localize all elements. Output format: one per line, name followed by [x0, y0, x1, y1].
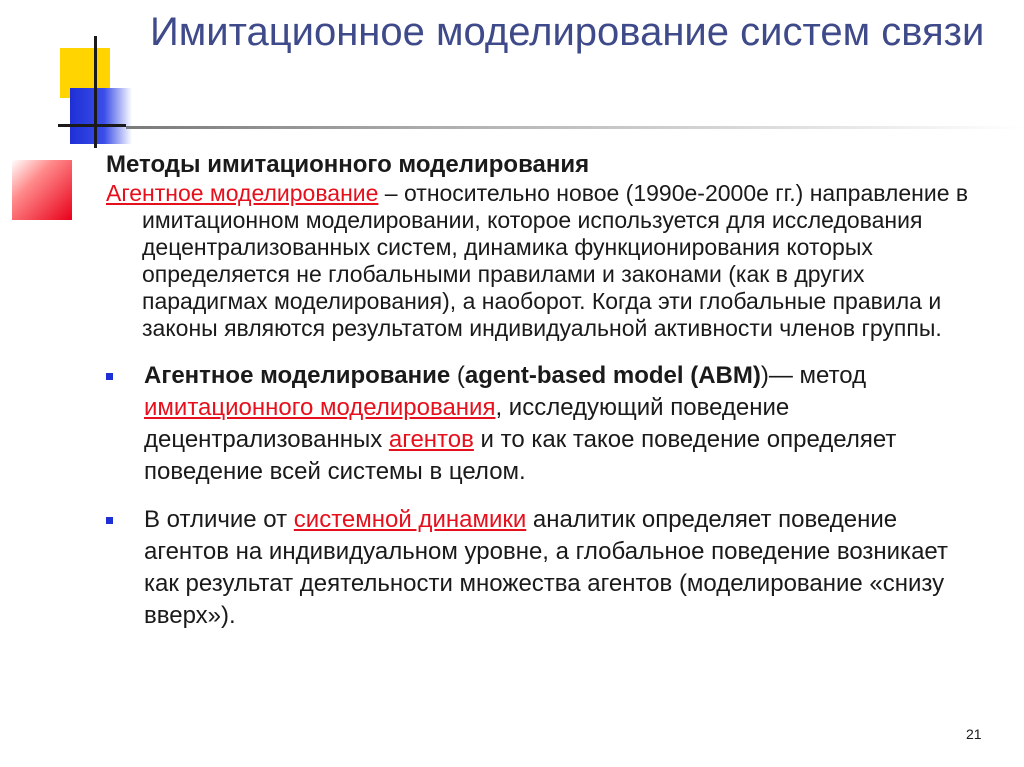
- simulation-modeling-link[interactable]: имитационного моделирования: [144, 394, 496, 421]
- bullet2-text-a: В отличие от: [144, 506, 294, 533]
- list-item: [100, 360, 980, 488]
- bullet1-text-a: (: [450, 362, 465, 389]
- bullet-icon: [106, 517, 113, 524]
- bullet-icon: [106, 373, 113, 380]
- slide-content: [100, 150, 980, 632]
- bullet1-text-c: , исследующий поведение децентрализованных: [144, 394, 790, 453]
- intro-paragraph: [106, 180, 980, 342]
- agent-modeling-link[interactable]: Агентное моделирование: [106, 180, 379, 206]
- bullet1-text-b: )— метод: [760, 362, 867, 389]
- agents-link[interactable]: агентов: [388, 426, 474, 453]
- bullet1-term: Агентное моделирование: [144, 362, 451, 389]
- blue-square-decoration: [70, 88, 132, 144]
- list-item: [100, 504, 980, 632]
- intro-text: – относительно новое (1990е-2000е гг.) направление в имитационном моделировании, которое используется для исследования децентрализованных систем, динамика функционирования которых определяется не глобальными правилами и законами (как в других парадигмах моделирования), а наоборот. Когда эти глобальные правила и законы являются результатом индивидуальной активности членов группы.: [142, 180, 969, 341]
- vertical-line-decoration: [94, 36, 97, 148]
- title-underline: [126, 126, 1024, 129]
- page-number: 21: [966, 726, 982, 742]
- section-heading: Методы имитационного моделирования: [106, 151, 590, 178]
- bullet2-text-b: аналитик определяет поведение агентов на индивидуальном уровне, а глобальное поведение возникает как результат деятельности множества агентов (моделирование «снизу вверх»).: [144, 506, 948, 629]
- bullet1-text-d: и то как такое поведение определяет поведение всей системы в целом.: [144, 426, 897, 485]
- system-dynamics-link[interactable]: системной динамики: [293, 506, 527, 533]
- horizontal-line-decoration: [58, 124, 126, 127]
- red-square-decoration: [12, 160, 72, 220]
- slide-title: Имитационное моделирование систем связи: [150, 10, 985, 54]
- bullet1-abm: agent-based model (ABM): [464, 362, 761, 389]
